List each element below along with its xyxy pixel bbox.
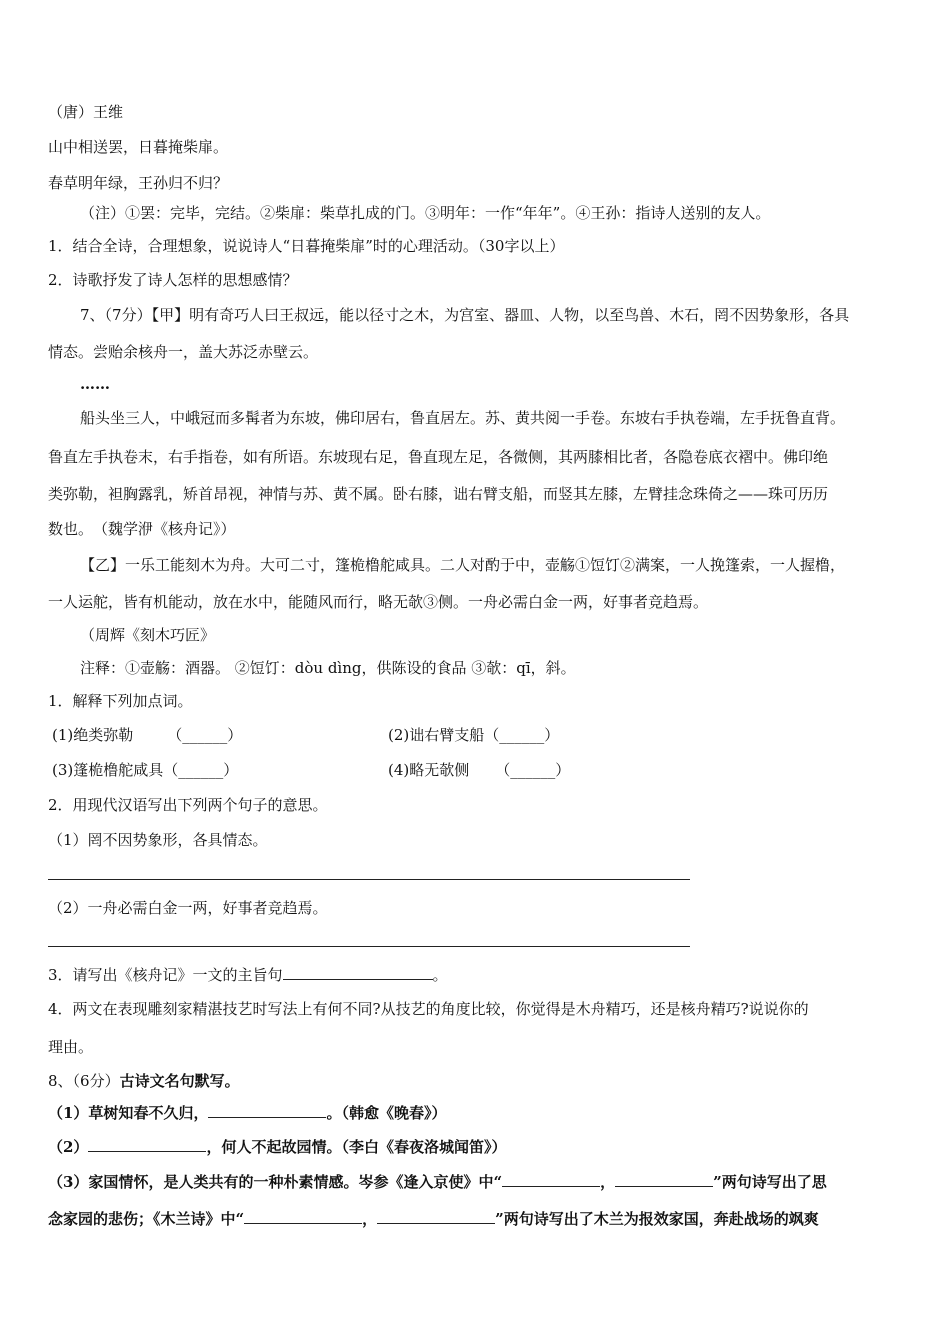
q7-passage-line-2: 鲁直左手执卷末，右手指卷，如有所语。东坡现右足，鲁直现左足，各微侧，其两膝相比者，各隐卷底衣褶中。佛印绝 <box>48 448 829 466</box>
q7-sentence-2: （2）一舟必需白金一两，好事者竞趋焉。 <box>48 899 328 917</box>
q8-l4-prefix: 念家园的悲伤；《木兰诗》中“ <box>48 1210 245 1228</box>
q8-line-2 <box>48 1137 910 1157</box>
q8-line-1 <box>48 1103 910 1123</box>
poem-line-1: 山中相送罢，日暮掩柴扉。 <box>48 138 229 156</box>
q8-l4-suffix: ”两句诗写出了木兰为报效家国，奔赴战场的飒爽 <box>495 1210 819 1228</box>
q8-l4-blank-1[interactable] <box>244 1209 362 1224</box>
q8-l3-suffix: ”两句诗写出了思 <box>713 1173 827 1191</box>
q7-passage-line-1: 船头坐三人，中峨冠而多髯者为东坡，佛印居右，鲁直居左。苏、黄共阅一手卷。东坡右手执卷端，左手抚鲁直背。 <box>80 409 846 427</box>
q8-heading <box>48 1071 910 1091</box>
q8-l2-prefix: （2） <box>48 1138 89 1156</box>
q8-l2-blank[interactable] <box>88 1137 206 1152</box>
word-4-blank[interactable]: （______） <box>495 761 571 779</box>
q8-l3-mid: ， <box>600 1173 616 1191</box>
q8-l1-suffix: 。（韩愈《晚春》） <box>326 1104 447 1122</box>
q8-l3-prefix: （3）家国情怀，是人类共有的一种朴素情感。岑参《逢入京使》中“ <box>48 1173 503 1191</box>
q7-yi-line-1: 【乙】一乐工能刻木为舟。大可二寸，篷桅橹舵咸具。二人对酌于中，壶觞①饾饤②满案，一人挽篷索，一人握橹， <box>80 556 846 574</box>
sq3-suffix: 。 <box>432 966 448 984</box>
poem-question-1: 1．结合全诗，合理想象，说说诗人“日暮掩柴扉”时的心理活动。（30字以上） <box>48 237 565 255</box>
answer-line-2[interactable] <box>48 946 690 947</box>
q8-l2-suffix: ，何人不起故园情。（李白《春夜洛城闻笛》） <box>206 1138 507 1156</box>
q7-passage-line-3: 类弥勒，袒胸露乳，矫首昂视，神情与苏、黄不属。卧右膝，诎右臂支船，而竖其左膝，左臂挂念珠倚之——珠可历历 <box>48 485 829 503</box>
q7-subquestion-4-line-1: 4．两文在表现雕刻家精湛技艺时写法上有何不同?从技艺的角度比较，你觉得是木舟精巧，还是核舟精巧?说说你的 <box>48 1000 809 1018</box>
poem-line-2: 春草明年绿，王孙归不归？ <box>48 174 229 192</box>
q8-l3-blank-1[interactable] <box>502 1172 600 1187</box>
q8-l4-mid: ， <box>362 1210 378 1228</box>
sq3-blank[interactable] <box>283 965 433 980</box>
word-1: (1)绝类弥勒 <box>52 726 134 744</box>
q7-ellipsis: …… <box>80 375 110 393</box>
q7-yi-source: （周辉《刻木巧匠》 <box>80 626 216 644</box>
q8-l1-blank[interactable] <box>208 1103 326 1118</box>
q7-passage-line-4: 数也。 （魏学洢《核舟记》） <box>48 520 236 538</box>
q8-line-4 <box>48 1209 910 1229</box>
word-1-blank[interactable]: （______） <box>167 726 243 744</box>
q8-l4-blank-2[interactable] <box>377 1209 495 1224</box>
q7-sentence-1: （1）罔不因势象形，各具情态。 <box>48 831 268 849</box>
q7-annotation: 注释：①壶觞：酒器。 ②饾饤：dòu dìng，供陈设的食品 ③欹：qī，斜。 <box>80 659 576 677</box>
poem-note: （注）①罢：完毕，完结。②柴扉：柴草扎成的门。③明年：一作“年年”。④王孙：指诗人送别的友人。 <box>80 204 771 222</box>
q8-title: 古诗文名句默写。 <box>119 1072 240 1090</box>
q7-intro-line-1: 7、（7分）【甲】明有奇巧人曰王叔远，能以径寸之木，为宫室、器皿、人物，以至鸟兽、木石，罔不因势象形，各具 <box>80 306 850 324</box>
q7-yi-line-2: 一人运舵，皆有机能动，放在水中，能随风而行，略无欹③侧。一舟必需白金一两，好事者竞趋焉。 <box>48 593 709 611</box>
word-4-group <box>388 760 570 780</box>
q7-subquestion-3 <box>48 965 910 985</box>
q7-intro-line-2: 情态。尝贻余核舟一，盖大苏泛赤壁云。 <box>48 343 319 361</box>
poem-question-2: 2．诗歌抒发了诗人怎样的思想感情？ <box>48 271 298 289</box>
poem-author: （唐）王维 <box>48 103 124 121</box>
word-2[interactable]: (2)诎右臂支船（______） <box>388 726 560 744</box>
q8-line-3 <box>48 1172 910 1192</box>
word-4: (4)略无欹侧 <box>388 761 470 779</box>
answer-line-1[interactable] <box>48 879 690 880</box>
q7-subquestion-1: 1．解释下列加点词。 <box>48 692 193 710</box>
q7-subquestion-4-line-2: 理由。 <box>48 1038 94 1056</box>
word-3[interactable]: (3)篷桅橹舵咸具（______） <box>52 761 239 779</box>
q8-number: 8、（6分） <box>48 1072 120 1090</box>
q8-l3-blank-2[interactable] <box>615 1172 713 1187</box>
q7-word-row-1 <box>48 725 910 745</box>
q7-word-row-2 <box>48 760 910 780</box>
sq3-prefix: 3．请写出《核舟记》一文的主旨句 <box>48 966 283 984</box>
q8-l1-prefix: （1）草树知春不久归， <box>48 1104 209 1122</box>
q7-subquestion-2: 2．用现代汉语写出下列两个句子的意思。 <box>48 796 328 814</box>
